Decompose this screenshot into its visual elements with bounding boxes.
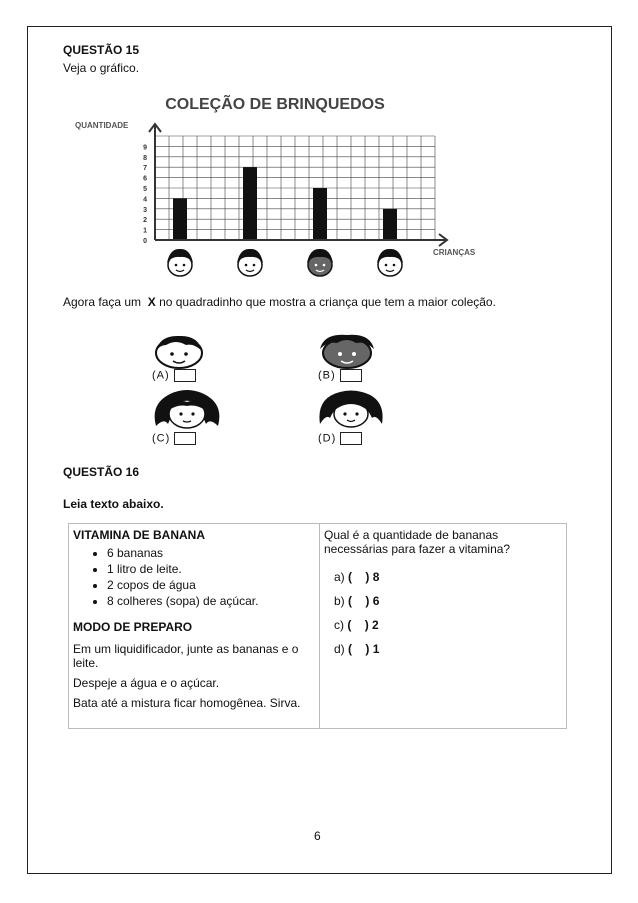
choice-d[interactable] [334,642,562,656]
choice-open: ( [348,570,353,584]
choice-open: ( [348,642,353,656]
choice-value: 1 [372,642,380,656]
boy-face-icon [237,249,263,276]
question-cell [320,524,567,729]
choice-open: ( [348,594,353,608]
choice-a[interactable] [334,570,562,584]
method-step: Bata até a mistura ficar homogênea. Sirva. [73,696,301,710]
dark-boy-face-icon [312,333,382,369]
face-eye [315,264,318,267]
face-eye [393,264,396,267]
q16-instruction: Leia texto abaixo. [63,497,164,511]
choice-letter: c) [334,618,344,632]
toy-collection-chart [65,90,505,285]
chart-ylabel: QUANTIDADE [75,121,129,130]
q15-instruction: Veja o gráfico. [63,61,140,75]
face-eye [253,264,256,267]
ingredient-item: • 8 colheres (sopa) de açúcar. [107,594,315,608]
face-eye [183,264,186,267]
ingredient-item: • 1 litro de leite. [107,562,315,576]
chart-xlabel: CRIANÇAS [433,248,476,257]
option-c[interactable] [152,432,196,445]
q16-question: Qual é a quantidade de bananas necessárias para fazer a vitamina? [324,528,511,556]
bar-2 [243,167,257,240]
option-c-label: (C) [152,432,171,445]
y-tick-label: 1 [143,227,147,235]
choice-close: ) [365,594,370,608]
face-eye [385,264,388,267]
choice-value: 2 [372,618,379,632]
chart-title: COLEÇÃO DE BRINQUEDOS [165,96,385,113]
y-tick-label: 2 [143,217,147,225]
y-tick-label: 9 [143,144,147,152]
y-tick-label: 6 [143,175,147,183]
choice-value: 6 [372,594,380,608]
recipe-title: VITAMINA DE BANANA [73,528,205,542]
option-a-checkbox[interactable] [174,369,196,382]
face-eye [245,264,248,267]
boy-face-icon [146,333,212,369]
option-c-checkbox[interactable] [174,432,196,445]
ingredient-item: • 6 bananas [107,546,315,560]
method-step: Em um liquidificador, junte as bananas e o leite. [73,642,299,670]
ingredient-list [73,546,315,608]
choice-b[interactable] [334,594,562,608]
prompt-end: no quadradinho que mostra a criança que tem a maior coleção. [155,295,496,309]
method-step: Despeje a água e o açúcar. [73,676,220,690]
choice-c[interactable] [334,618,562,632]
choice-letter: b) [334,594,345,608]
option-a-label: (A) [152,369,170,382]
option-b[interactable] [318,369,362,382]
choice-close: ) [365,570,370,584]
option-d-label: (D) [318,432,337,445]
dark-boy-face-icon [307,249,333,276]
choice-close: ) [364,618,369,632]
face-eye [175,264,178,267]
choice-close: ) [365,642,370,656]
recipe-cell [69,524,320,729]
option-b-checkbox[interactable] [340,369,362,382]
girl-headband-face-icon [377,249,403,276]
girl-face-icon [150,388,224,432]
girl-face-icon [167,249,193,276]
option-d-checkbox[interactable] [340,432,362,445]
girl-headband-face-icon [316,388,386,432]
y-tick-label: 5 [143,186,147,193]
bar-1 [173,198,187,240]
recipe-table [68,523,567,729]
q15-title: QUESTÃO 15 [63,43,140,57]
y-tick-label: 8 [143,154,147,162]
choice-value: 8 [372,570,380,584]
option-a[interactable] [152,369,196,382]
q16-title: QUESTÃO 16 [63,465,140,479]
option-b-label: (B) [318,369,336,382]
y-tick-label: 7 [143,165,147,173]
prompt-x: X [147,295,156,309]
bar-3 [313,188,327,240]
prompt-start: Agora faça um [63,295,145,309]
y-tick-label: 0 [143,238,147,245]
bar-4 [383,209,397,240]
choice-letter: d) [334,642,345,656]
face-eye [323,264,326,267]
ingredient-item: • 2 copos de água [107,578,315,592]
choice-letter: a) [334,570,345,584]
choice-open: ( [347,618,352,632]
y-tick-label: 3 [143,206,147,214]
option-d[interactable] [318,432,362,445]
method-title: MODO DE PREPARO [73,620,193,634]
y-tick-label: 4 [143,196,147,204]
page-number: 6 [314,829,321,843]
q15-prompt [63,295,496,309]
